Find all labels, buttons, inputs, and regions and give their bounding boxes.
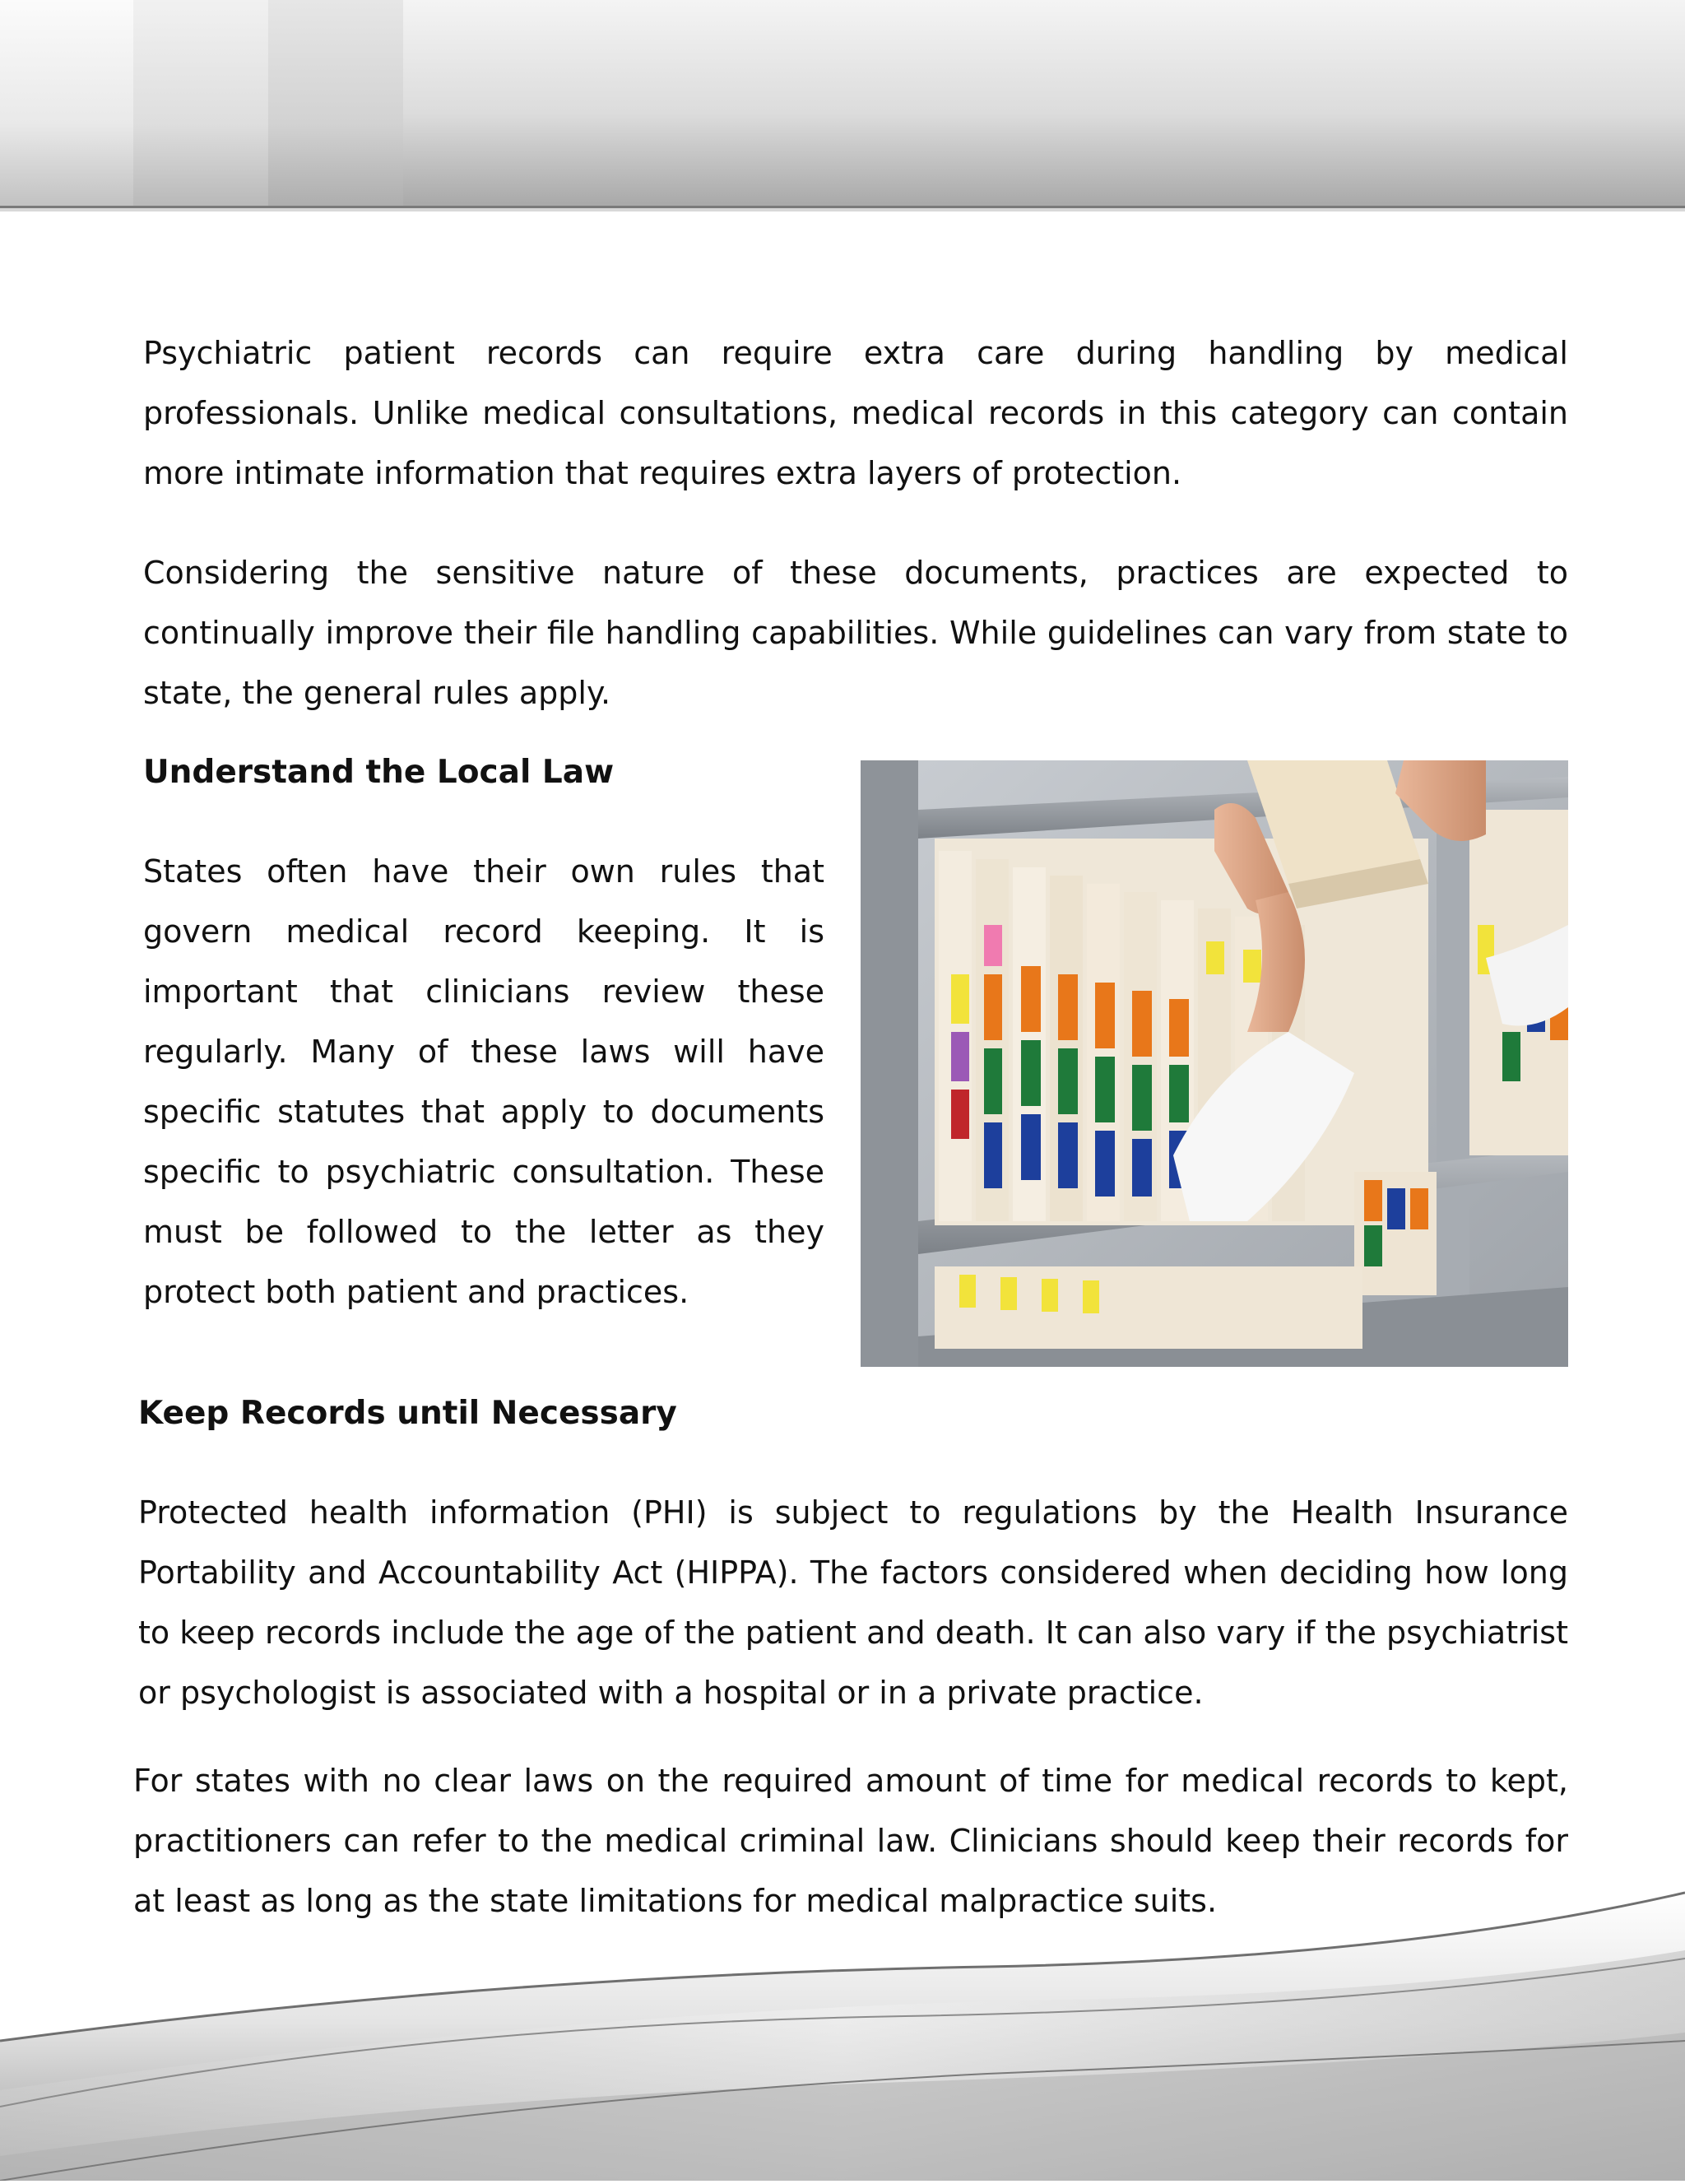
section-heading-local-law: Understand the Local Law <box>143 754 615 791</box>
local-law-paragraph: States often have their own rules that govern medical record keeping. It is important that clinicians review these regularly. Many of these laws will have specific statutes that apply to documents specific to psychiatric consultation. These must be followed to the letter as they protect both patient and practices. <box>143 853 824 1310</box>
header-segment <box>0 0 133 206</box>
keep-records-paragraph-1: Protected health information (PHI) is subject to regulations by the Health Insurance Portability and Accountability Act (HIPPA). The factors considered when deciding how long to keep records include the age of the patient and death. It can also vary if the psychiatrist or psychologist is associated with a hospital or in a private practice. <box>138 1494 1568 1711</box>
header-segment <box>268 0 403 206</box>
keep-records-paragraph-2: For states with no clear laws on the required amount of time for medical records to kept, practitioners can refer to the medical criminal law. Clinicians should keep their records for at least as long as the state limitations for medical malpractice suits. <box>133 1763 1568 1919</box>
intro-paragraph-1: Psychiatric patient records can require extra care during handling by medical professionals. Unlike medical consultations, medical records in this category can contain more intimate information that requires extra layers of protection. <box>143 335 1568 491</box>
header-rule-shadow <box>0 208 1685 211</box>
page-footer-swoosh <box>0 1876 1685 2181</box>
header-segment <box>133 0 268 206</box>
page-header-band <box>0 0 1685 206</box>
intro-paragraph-2: Considering the sensitive nature of these documents, practices are expected to continually improve their file handling capabilities. While guidelines can vary from state to state, the general rules apply. <box>143 555 1568 711</box>
section-heading-keep-records: Keep Records until Necessary <box>138 1395 677 1432</box>
medical-records-photo <box>861 760 1568 1367</box>
